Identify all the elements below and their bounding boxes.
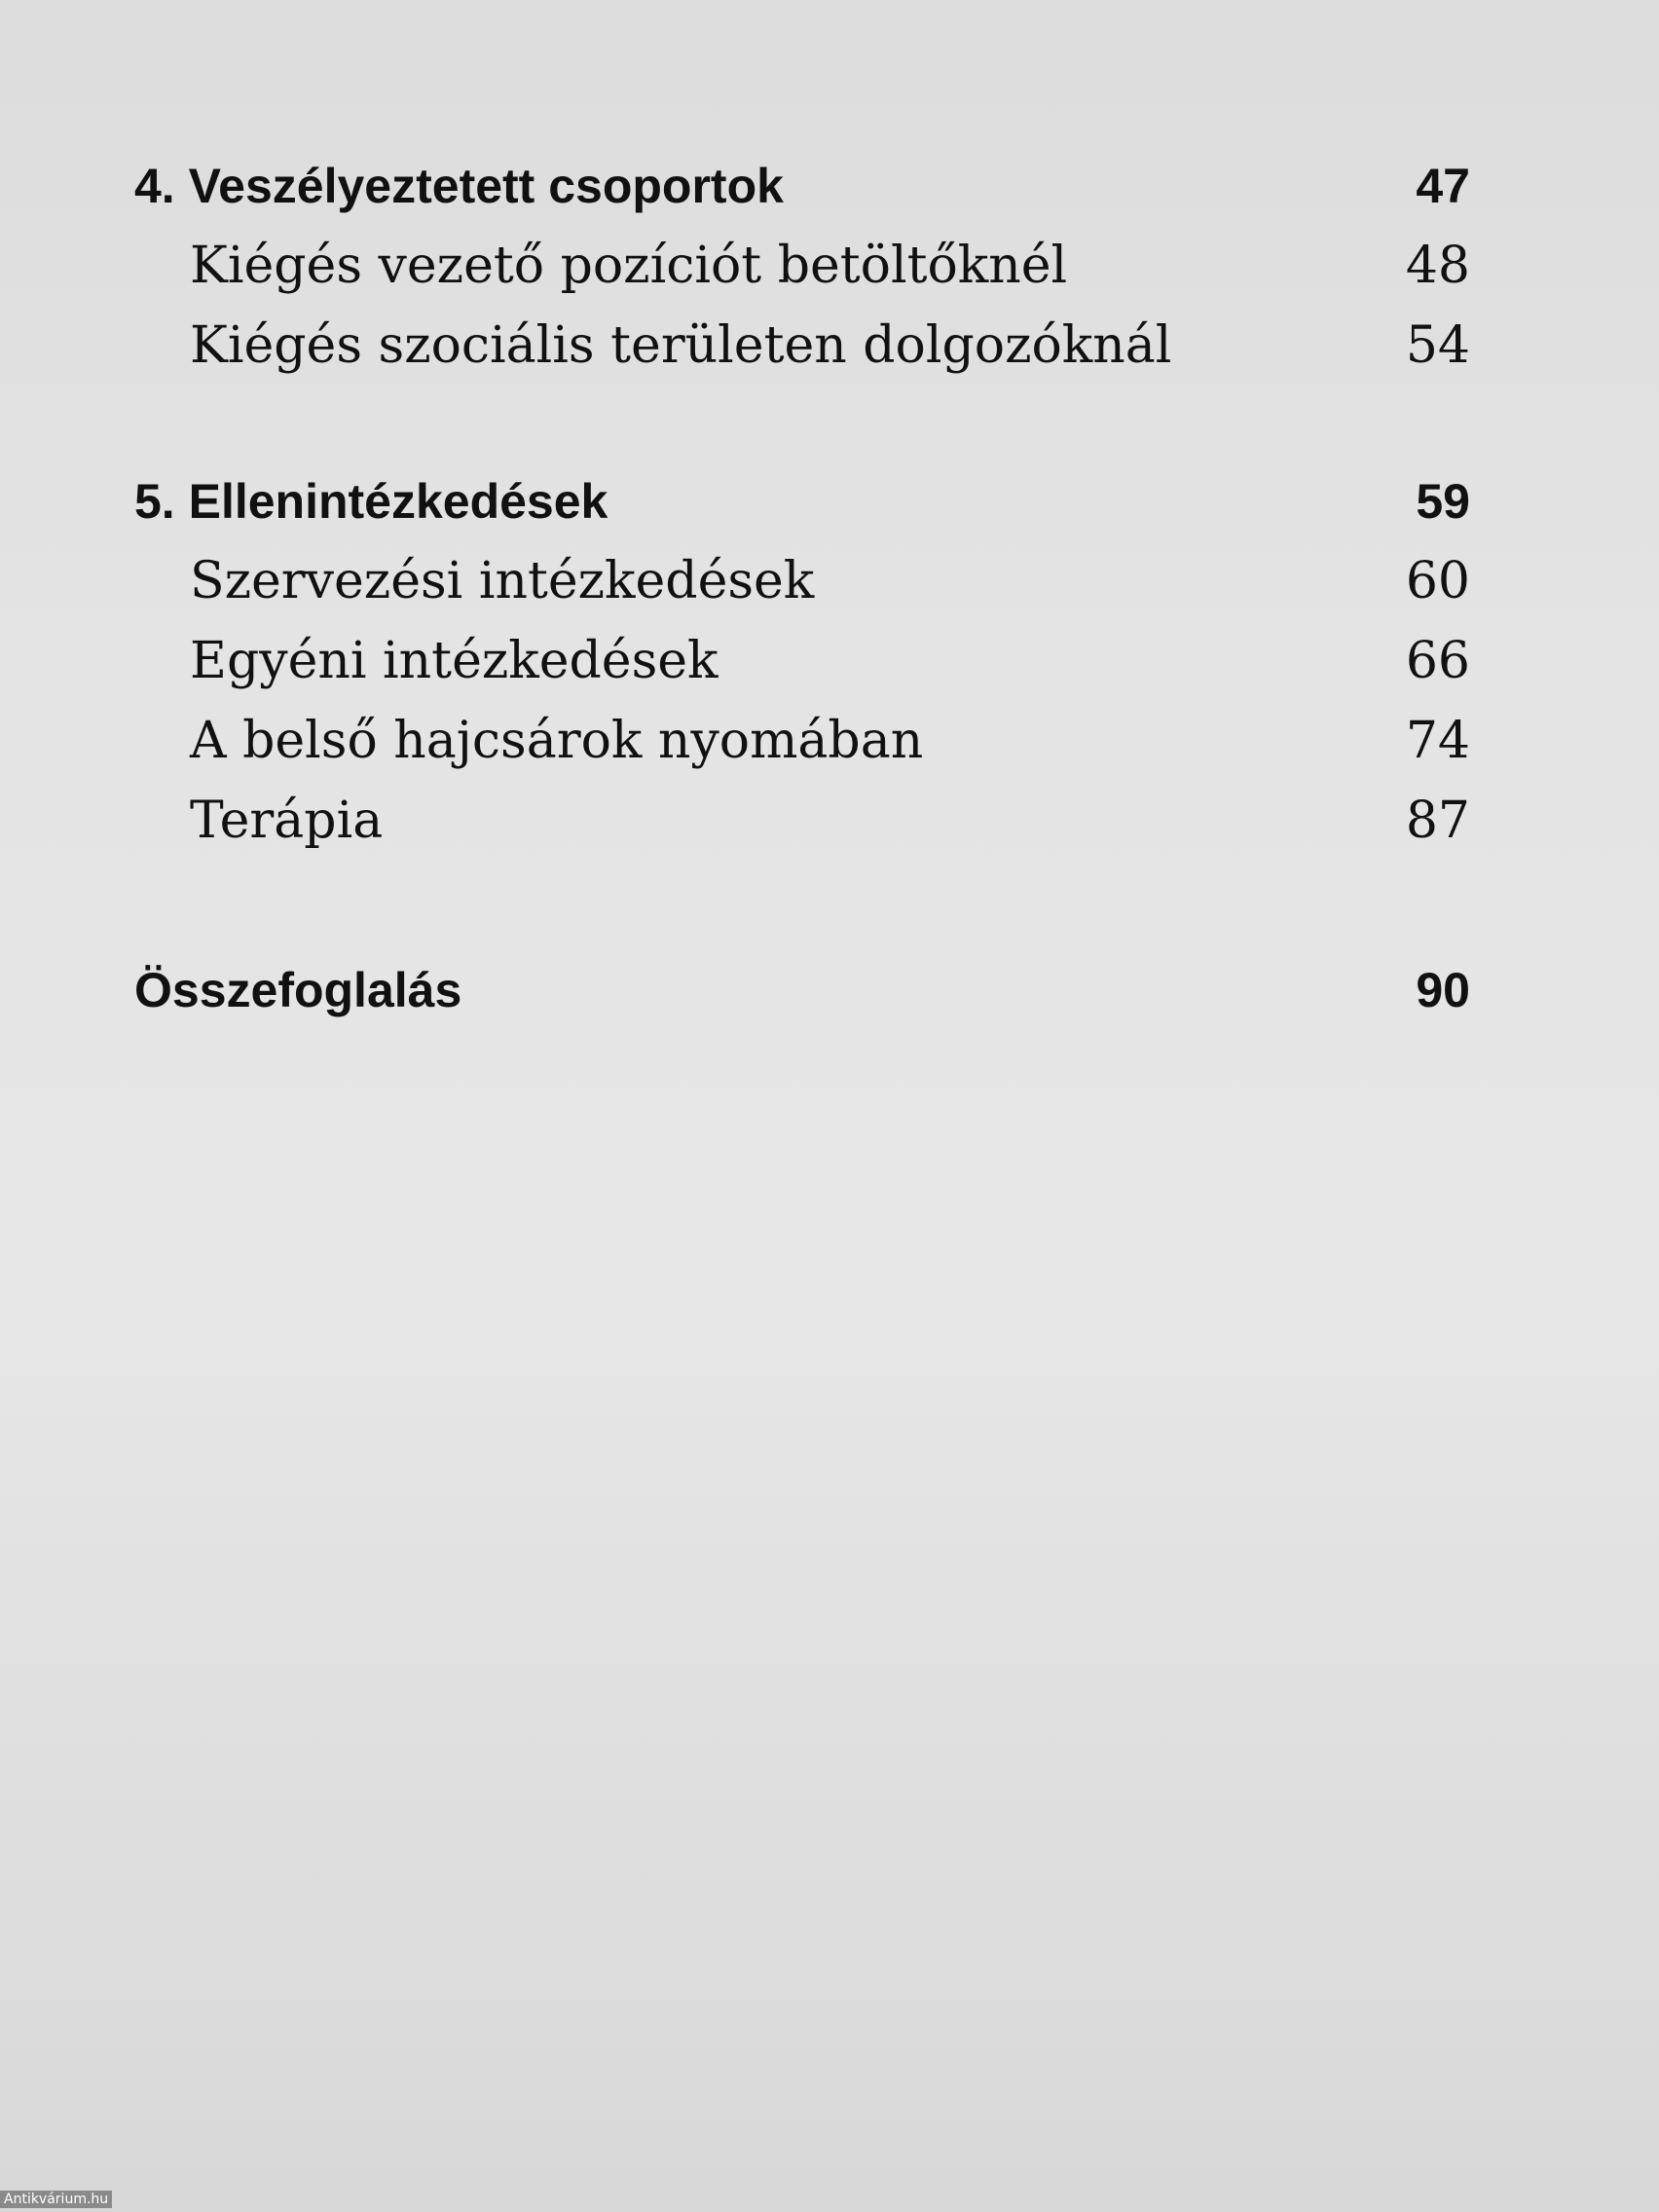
entry-title: A belső hajcsárok nyomában (190, 712, 924, 770)
toc-entry (134, 226, 1470, 306)
toc-entry (134, 621, 1470, 701)
entry-page-number: 66 (1405, 632, 1470, 690)
toc-entry (134, 306, 1470, 386)
entry-page-number: 54 (1405, 316, 1470, 375)
entry-page-number: 74 (1405, 712, 1470, 770)
entry-title: Egyéni intézkedések (190, 632, 719, 690)
entry-page-number: 60 (1405, 552, 1470, 610)
section-spacer (134, 861, 1470, 950)
source-watermark: Antikvárium.hu (0, 2191, 112, 2208)
toc-chapter-4 (134, 146, 1470, 226)
entry-title: Szervezési intézkedések (190, 552, 815, 610)
chapter-title: 5. Ellenintézkedések (134, 474, 608, 529)
chapter-page-number: 59 (1416, 474, 1470, 529)
entry-title: Terápia (190, 792, 384, 850)
entry-page-number: 48 (1405, 237, 1470, 295)
entry-title: Kiégés vezető pozíciót betöltőknél (190, 237, 1068, 295)
entry-page-number: 87 (1405, 792, 1470, 850)
chapter-page-number: 90 (1416, 963, 1470, 1017)
toc-entry (134, 701, 1470, 781)
chapter-title: Összefoglalás (134, 963, 462, 1017)
toc-summary (134, 950, 1470, 1030)
table-of-contents (134, 146, 1470, 1030)
toc-chapter-5 (134, 461, 1470, 541)
toc-entry (134, 541, 1470, 621)
chapter-page-number: 47 (1416, 159, 1470, 213)
entry-title: Kiégés szociális területen dolgozóknál (190, 316, 1172, 375)
section-spacer (134, 386, 1470, 461)
chapter-title: 4. Veszélyeztetett csoportok (134, 159, 784, 213)
toc-entry (134, 781, 1470, 861)
